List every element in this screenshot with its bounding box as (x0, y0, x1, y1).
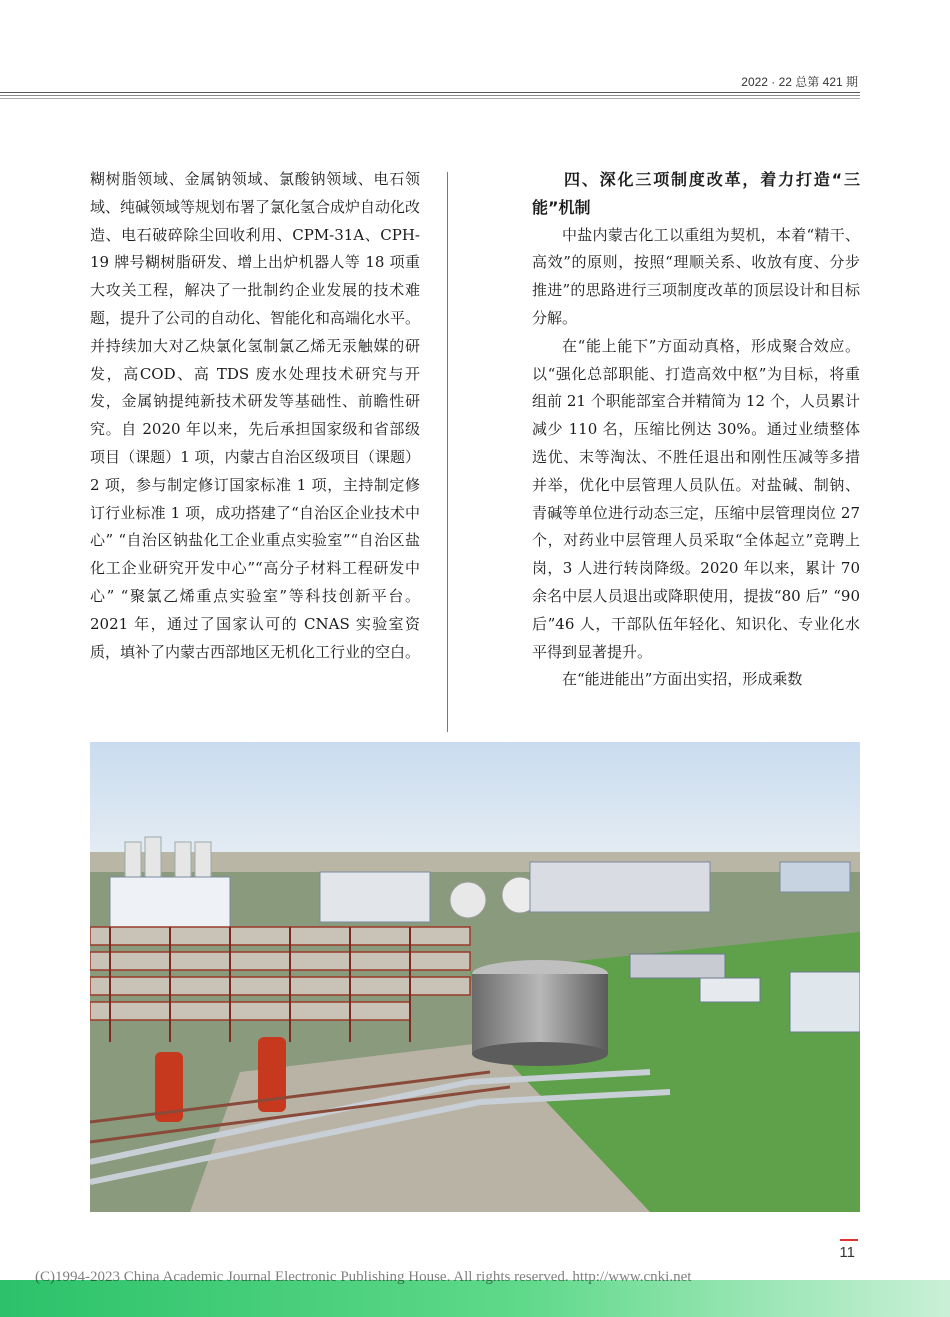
industrial-plant-photo (90, 742, 860, 1212)
page-number: 11 (839, 1244, 855, 1261)
right-paragraph-2: 在“能上能下”方面动真格，形成聚合效应。以“强化总部职能、打造高效中枢”为目标，将重组前 21 个职能部室合并精简为 12 个，人员累计减少 110 名，压缩比例达 30%。通过业绩整体选优、末等淘汰、不胜任退出和刚性压减等多措并举，优化中层管理人员队伍。对盐碱、制钠、青碱等单位进行动态三定，压缩中层管理岗位 27 个，对药业中层管理人员采取“全体起立”竞聘上岗，3 人进行转岗降级。2020 年以来，累计 70 余名中层人员退出或降职使用，提拔“80 后” “90 后”46 人，干部队伍年轻化、知识化、专业化水平得到显著提升。 (532, 336, 860, 661)
section-heading: 四、深化三项制度改革，着力打造“三能”机制 (532, 170, 860, 217)
left-column (90, 166, 420, 666)
right-paragraph-3: 在“能进能出”方面出实招，形成乘数 (562, 670, 803, 689)
header-rules (0, 92, 860, 99)
page-number-mark (840, 1239, 858, 1241)
column-divider (447, 172, 448, 732)
right-column (532, 166, 860, 694)
footer-copyright: (C)1994-2023 China Academic Journal Electronic Publishing House. All rights reserved. http://www.cnki.net (35, 1269, 692, 1285)
right-paragraph-1: 中盐内蒙古化工以重组为契机，本着“精干、高效”的原则，按照“理顺关系、收放有度、分步推进”的思路进行三项制度改革的顶层设计和目标分解。 (532, 225, 860, 327)
header-issue: 2022 · 22 总第 421 期 (741, 75, 858, 89)
left-paragraph: 糊树脂领域、金属钠领域、氯酸钠领域、电石领域、纯碱领域等规划布署了氯化氢合成炉自动化改造、电石破碎除尘回收利用、CPM-31A、CPH-19 牌号糊树脂研发、增上出炉机器人等 18 项重大攻关工程，解决了一批制约企业发展的技术难题，提升了公司的自动化、智能化和高端化水平。并持续加大对乙炔氯化氢制氯乙烯无汞触媒的研发，高COD、高 TDS 废水处理技术研究与开发，金属钠提纯新技术研发等基础性、前瞻性研究。自 2020 年以来，先后承担国家级和省部级项目（课题）1 项，内蒙古自治区级项目（课题）2 项，参与制定修订国家标准 1 项，主持制定修订行业标准 1 项，成功搭建了“自治区企业技术中心” “自治区钠盐化工企业重点实验室”“自治区盐化工企业研究开发中心”“高分子材料工程研发中心” “聚氯乙烯重点实验室”等科技创新平台。2021 年，通过了国家认可的 CNAS 实验室资质，填补了内蒙古西部地区无机化工行业的空白。 (90, 170, 421, 661)
